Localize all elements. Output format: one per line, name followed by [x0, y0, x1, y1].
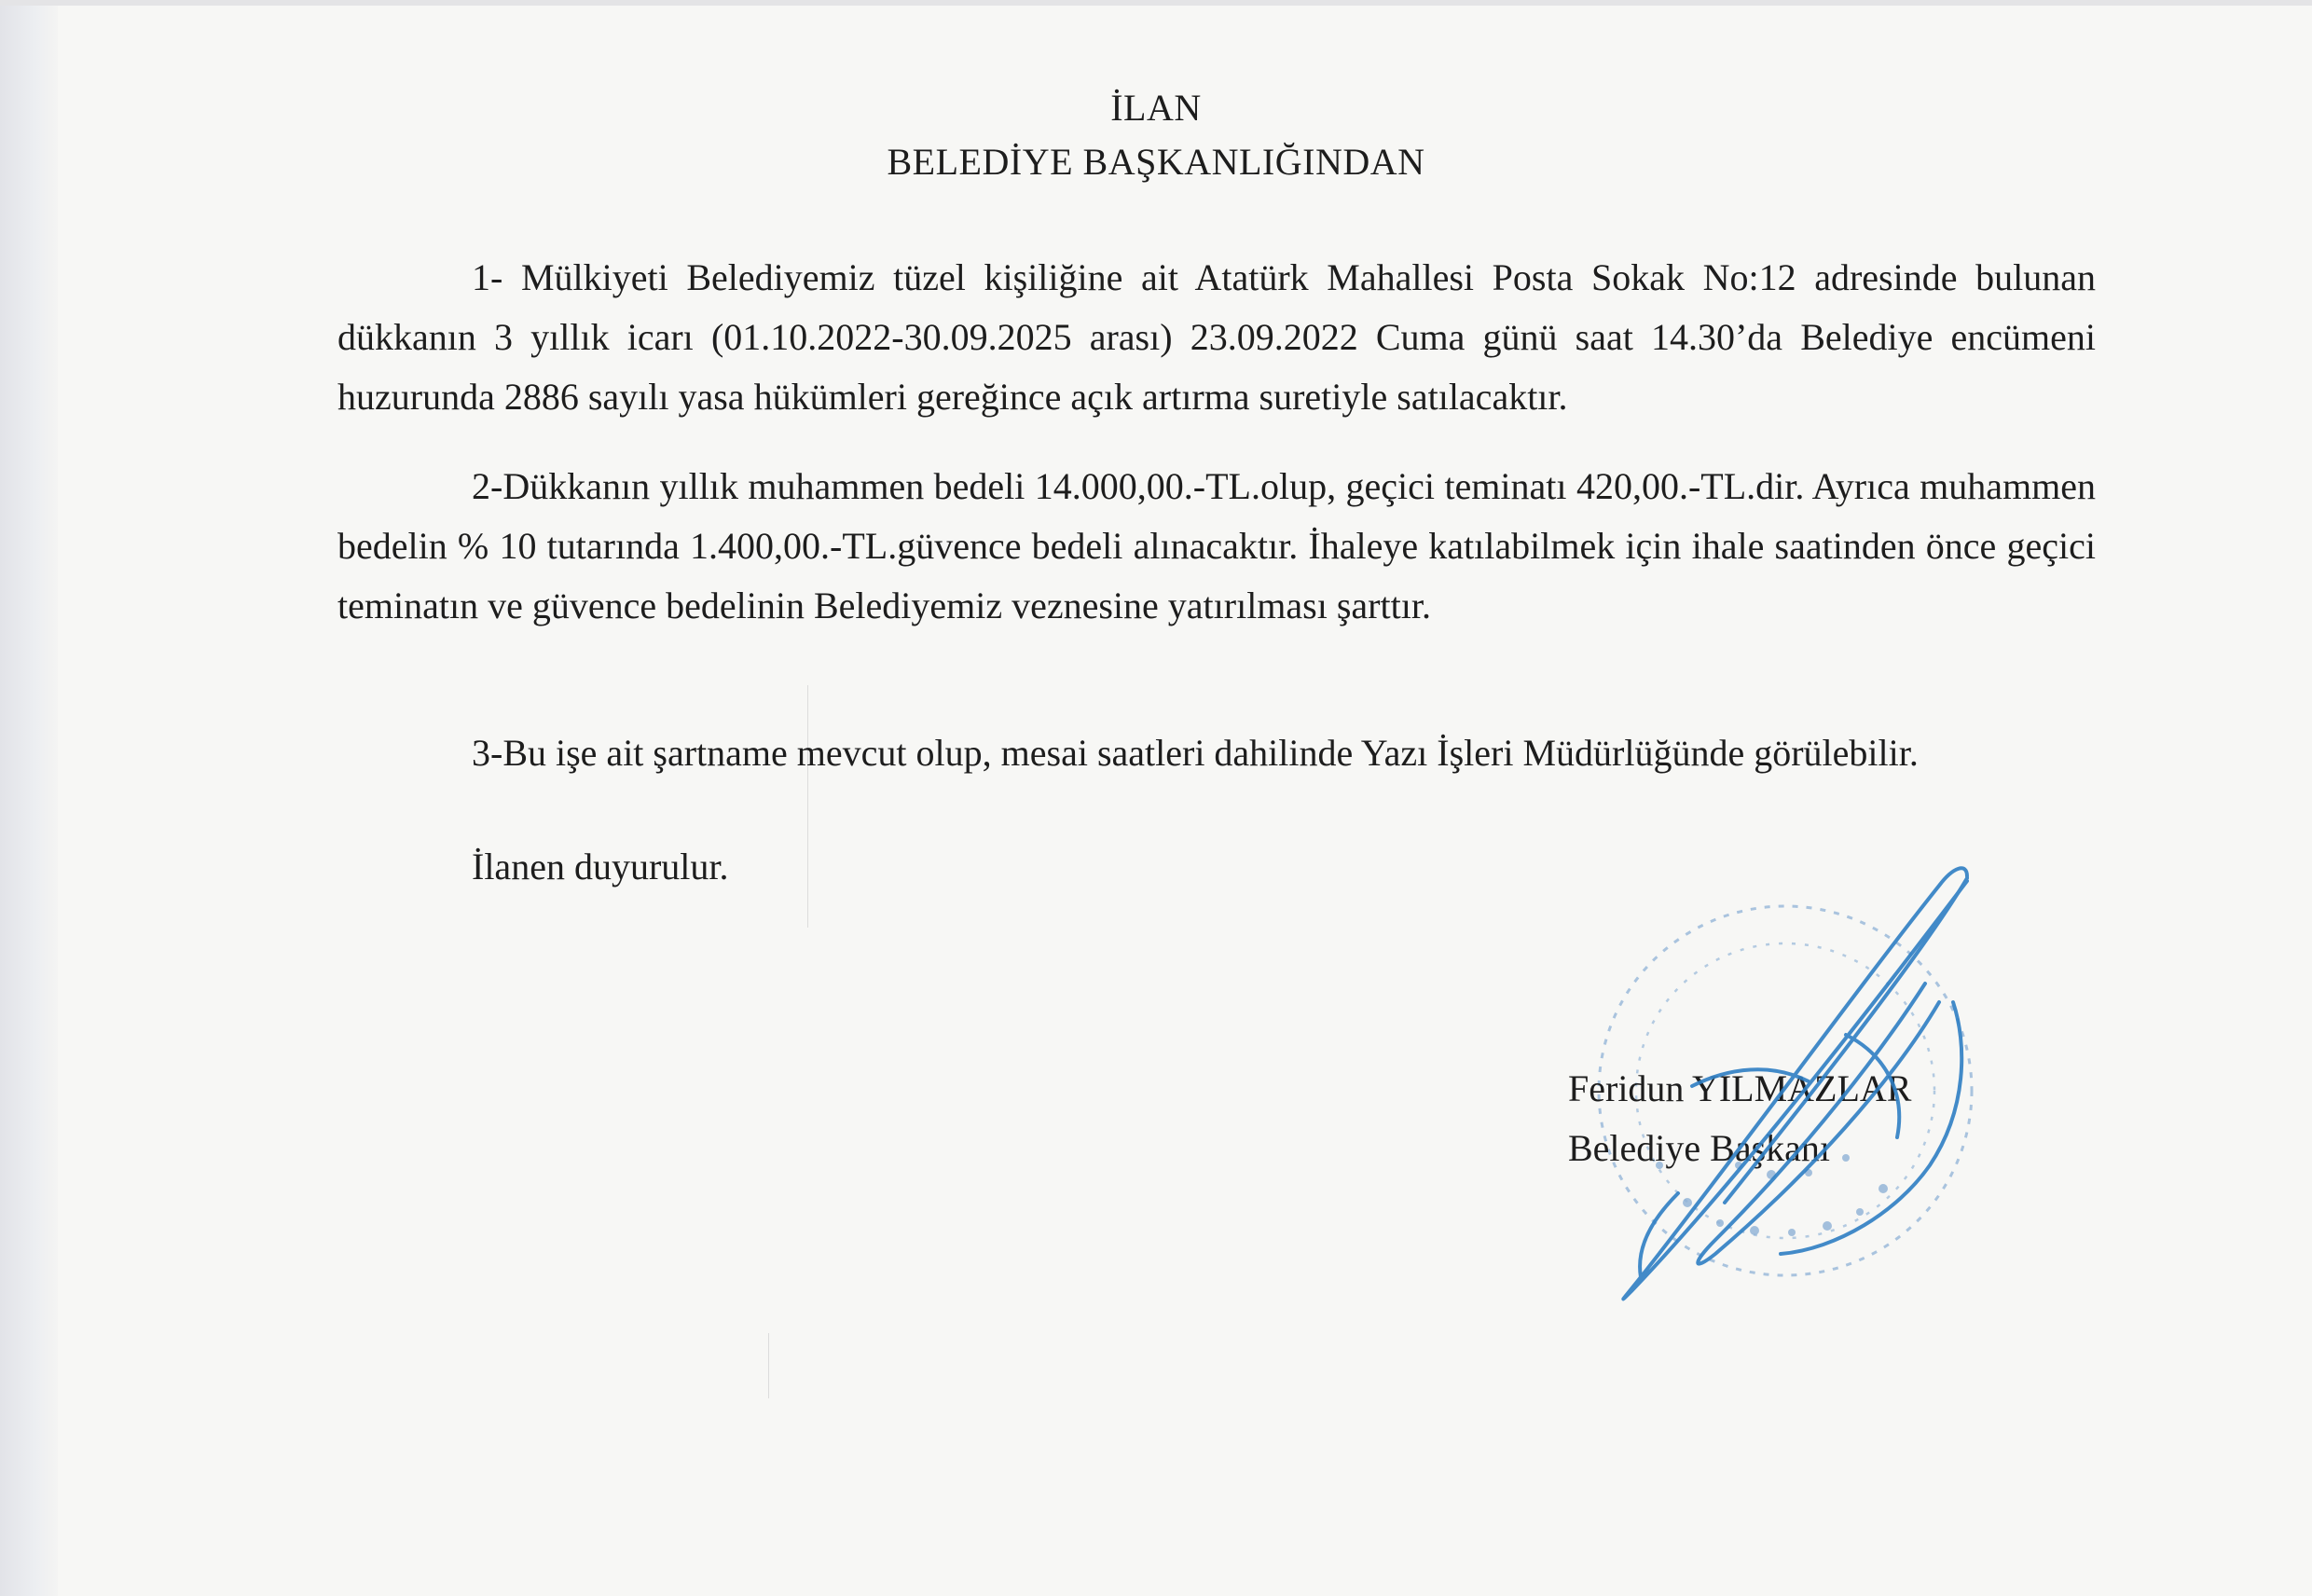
- handwritten-signature: [1529, 839, 2070, 1324]
- scan-left-edge-shadow: [0, 0, 58, 1596]
- scan-fold-line: [807, 685, 808, 928]
- document-title: İLAN: [1110, 87, 1202, 129]
- document-subtitle: BELEDİYE BAŞKANLIĞINDAN: [887, 141, 1425, 183]
- paragraph-2: 2-Dükkanın yıllık muhammen bedeli 14.000,00.-TL.olup, geçici teminatı 420,00.-TL.dir. Ayrıca muhammen bedelin % 10 tutarında 1.400,00.-TL.güvence bedeli alınacaktır. İhaleye katılabilmek için ihale saatinden önce geçici teminatın ve güvence bedelinin Belediyemiz veznesine yatırılması şarttır.: [337, 465, 2096, 626]
- scan-fold-line: [768, 1333, 769, 1398]
- signatory-role: Belediye Başkanı: [1568, 1127, 1831, 1169]
- closing-line: İlanen duyurulur.: [472, 846, 729, 887]
- signatory-name: Feridun YILMAZLAR: [1568, 1067, 1912, 1109]
- paragraph-1: 1- Mülkiyeti Belediyemiz tüzel kişiliğine ait Atatürk Mahallesi Posta Sokak No:12 adresinde bulunan dükkanın 3 yıllık icarı (01.10.2022-30.09.2025 arası) 23.09.2022 Cuma günü saat 14.30’da Belediye encümeni huzurunda 2886 sayılı yasa hükümleri gereğince açık artırma suretiyle satılacaktır.: [337, 256, 2096, 418]
- scan-top-edge-shadow: [0, 0, 2312, 6]
- paragraph-3: 3-Bu işe ait şartname mevcut olup, mesai saatleri dahilinde Yazı İşleri Müdürlüğünde görülebilir.: [472, 732, 1919, 774]
